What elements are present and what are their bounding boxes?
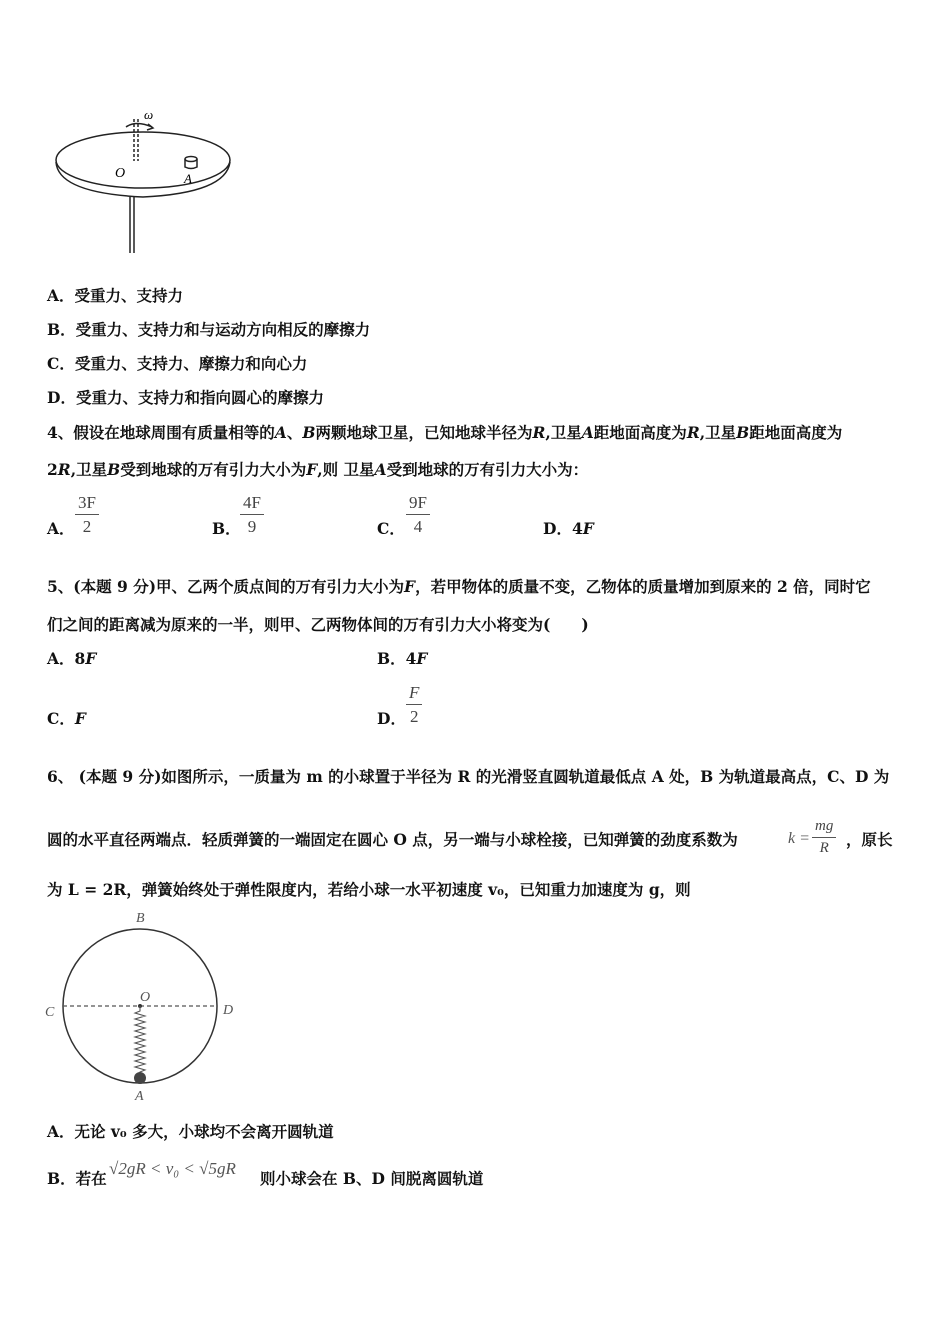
rotating-disk-figure — [48, 105, 238, 255]
center-o-label: O — [115, 166, 126, 181]
q4-option-d: D．4F — [543, 519, 594, 538]
circular-track-figure — [40, 905, 245, 1105]
point-o-label: O — [140, 990, 151, 1005]
q4-option-c-fraction: 9F 4 — [406, 494, 430, 535]
q4-stem-line-1: 4、假设在地球周围有质量相等的A、B两颗地球卫星，已知地球半径为R,卫星A距地面高度为R,卫星B距地面高度为 — [47, 423, 843, 442]
q5-option-c: C．F — [47, 709, 86, 728]
q6-k-fraction: mg R — [812, 819, 836, 856]
q3-option-c: C．受重力、支持力、摩擦力和向心力 — [47, 354, 308, 373]
q4-stem-line-2: 2R,卫星B受到地球的万有引力大小为F,则 卫星A受到地球的万有引力大小为： — [47, 460, 589, 479]
q6-stem-line-2-end: ，原长 — [846, 830, 893, 849]
point-b-label: B — [136, 911, 145, 926]
q6-option-b-inequality: √2gR < v₀ < √5gR — [109, 1159, 236, 1178]
q6-option-a: A．无论 v₀ 多大，小球均不会离开圆轨道 — [47, 1122, 334, 1141]
q3-option-d: D．受重力、支持力和指向圆心的摩擦力 — [47, 388, 324, 407]
q4-option-a-label: A． — [47, 519, 75, 538]
q6-option-b-start: B．若在 — [47, 1169, 107, 1188]
q6-k-lhs: k = — [788, 830, 810, 847]
q4-option-a-fraction: 3F 2 — [75, 494, 99, 535]
q5-option-a: A．8F — [47, 649, 97, 668]
block-a-label: A — [184, 171, 192, 186]
omega-label: ω — [144, 107, 154, 122]
q5-option-d-label: D． — [377, 709, 406, 728]
q5-stem-line-2: 们之间的距离减为原来的一半，则甲、乙两物体间的万有引力大小将变为( ) — [47, 615, 589, 634]
q6-stem-line-2: 圆的水平直径两端点．轻质弹簧的一端固定在圆心 O 点，另一端与小球栓接，已知弹簧的劲度系数为 — [47, 830, 738, 849]
spring — [135, 1006, 145, 1075]
q6-option-b-end: 则小球会在 B、D 间脱离圆轨道 — [260, 1169, 484, 1188]
point-d-label: D — [223, 1003, 234, 1018]
point-c-label: C — [45, 1005, 55, 1020]
q4-option-b-label: B． — [212, 519, 241, 538]
q3-option-b: B．受重力、支持力和与运动方向相反的摩擦力 — [47, 320, 371, 339]
q5-option-d-fraction: F 2 — [406, 684, 422, 725]
q4-option-b-fraction: 4F 9 — [240, 494, 264, 535]
q3-option-a: A．受重力、支持力 — [47, 286, 184, 305]
ball — [134, 1072, 146, 1084]
q6-stem-line-1: 6、 (本题 9 分)如图所示，一质量为 m 的小球置于半径为 R 的光滑竖直圆轨道最低点 A 处，B 为轨道最高点，C、D 为 — [47, 767, 890, 786]
q5-stem-line-1: 5、(本题 9 分)甲、乙两个质点间的万有引力大小为F，若甲物体的质量不变，乙物体的质量增加到原来的 2 倍，同时它 — [47, 577, 871, 596]
q4-option-c-label: C． — [377, 519, 405, 538]
q5-option-b: B．4F — [377, 649, 428, 668]
disk-top — [56, 132, 230, 188]
point-a-label: A — [135, 1089, 144, 1104]
q6-stem-line-3: 为 L = 2R，弹簧始终处于弹性限度内，若给小球一水平初速度 v₀，已知重力加速度为 g，则 — [47, 880, 691, 899]
